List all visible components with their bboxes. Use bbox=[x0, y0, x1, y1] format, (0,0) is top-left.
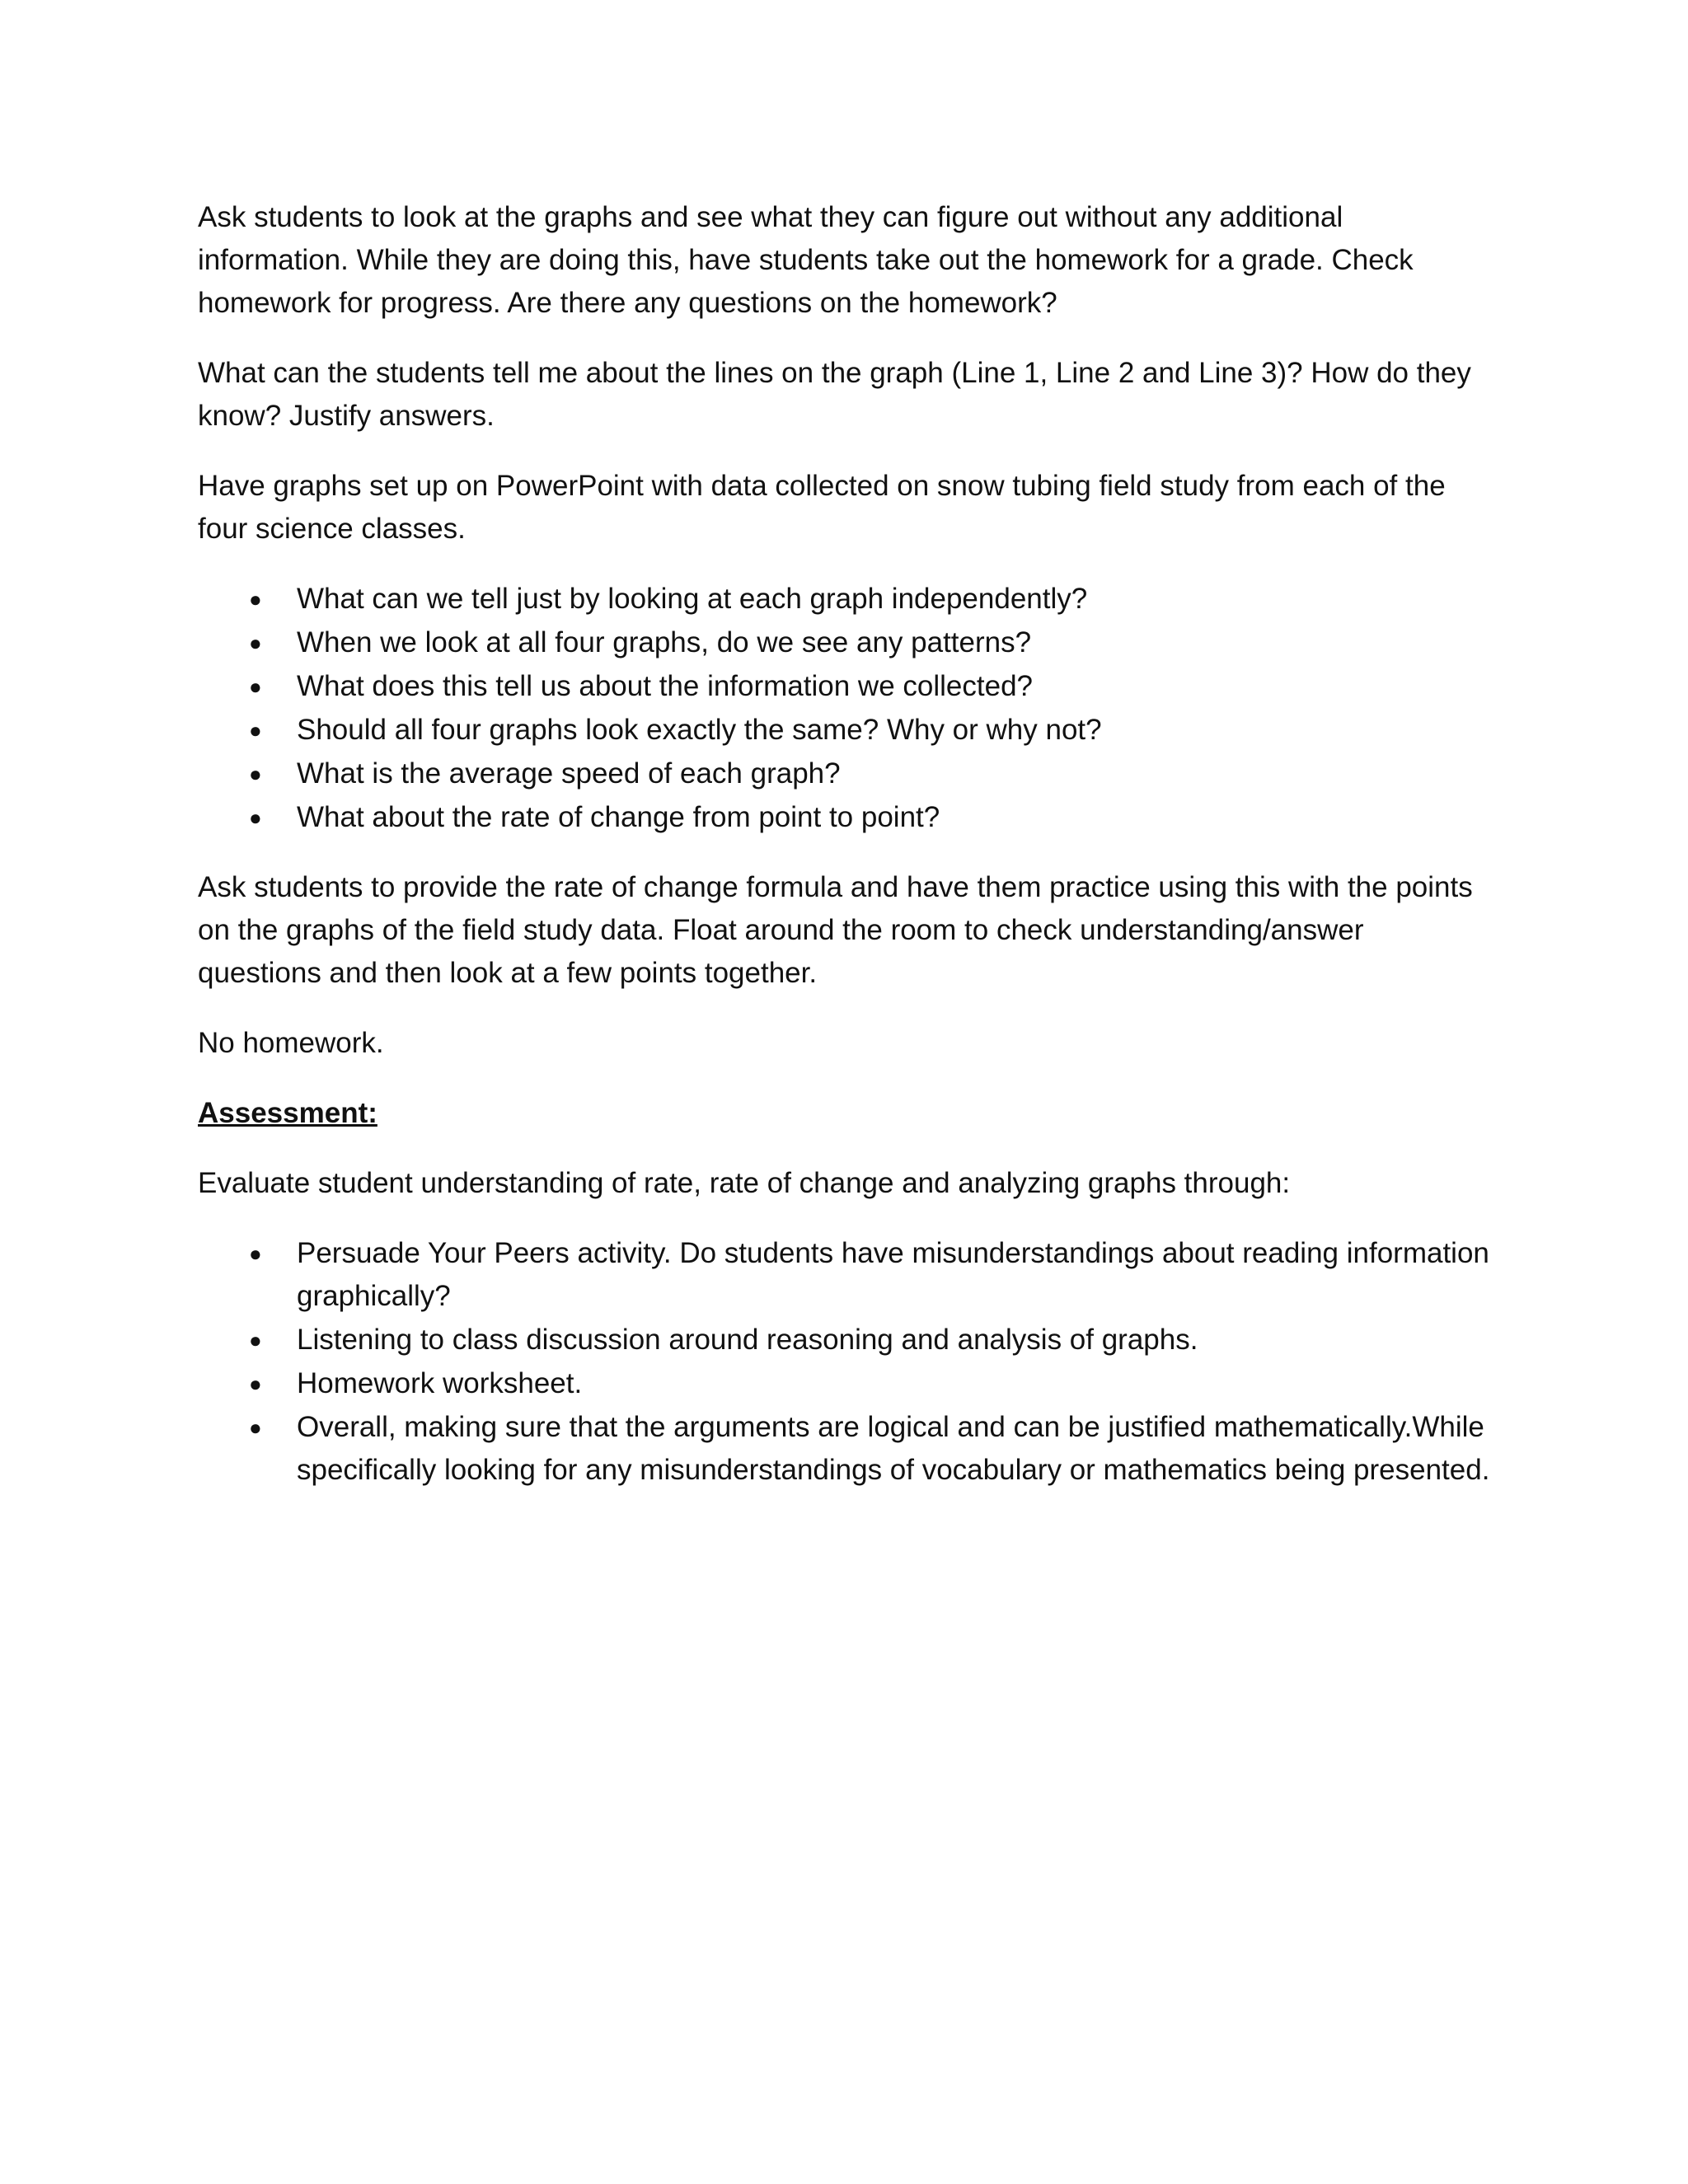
bullet-icon: ● bbox=[249, 1371, 262, 1396]
list-item bbox=[198, 796, 1492, 839]
list-item-text: Persuade Your Peers activity. Do students have misunderstandings about reading information graphically? bbox=[297, 1237, 1489, 1312]
list-item-text: What is the average speed of each graph? bbox=[297, 757, 841, 790]
bullet-icon: ● bbox=[249, 674, 262, 699]
assessment-heading: Assessment: bbox=[198, 1097, 377, 1129]
list-item-text: What does this tell us about the information we collected? bbox=[297, 670, 1033, 702]
paragraph-powerpoint-graphs: Have graphs set up on PowerPoint with data collected on snow tubing field study from each of the four science classes. bbox=[198, 470, 1446, 545]
list-item bbox=[198, 621, 1492, 664]
list-item bbox=[198, 665, 1492, 708]
list-item-text: What about the rate of change from point to point? bbox=[297, 801, 940, 833]
list-item-text: Overall, making sure that the arguments are logical and can be justified mathematically.While specifically looking for any misunderstandings of vocabulary or mathematics being presented. bbox=[297, 1411, 1490, 1486]
bullet-icon: ● bbox=[249, 718, 262, 743]
list-item bbox=[198, 752, 1492, 795]
list-item-text: When we look at all four graphs, do we see any patterns? bbox=[297, 626, 1032, 658]
bullet-icon: ● bbox=[249, 805, 262, 830]
document-body bbox=[198, 196, 1492, 1519]
paragraph-graph-exploration: Ask students to look at the graphs and see what they can figure out without any additional information. While they are doing this, have students take out the homework for a grade. Check homework for progress. Are there any questions on the homework? bbox=[198, 201, 1414, 319]
list-item-text: Should all four graphs look exactly the same? Why or why not? bbox=[297, 714, 1102, 746]
list-item bbox=[198, 1406, 1492, 1492]
list-item-text: Homework worksheet. bbox=[297, 1367, 583, 1399]
assessment-list bbox=[198, 1232, 1492, 1492]
paragraph-no-homework: No homework. bbox=[198, 1027, 384, 1059]
bullet-icon: ● bbox=[249, 1241, 262, 1266]
list-item bbox=[198, 1319, 1492, 1361]
paragraph-lines-on-graph: What can the students tell me about the lines on the graph (Line 1, Line 2 and Line 3)? How do they know? Justify answers. bbox=[198, 357, 1471, 432]
bullet-icon: ● bbox=[249, 762, 262, 786]
paragraph-evaluate-understanding: Evaluate student understanding of rate, rate of change and analyzing graphs through: bbox=[198, 1167, 1291, 1199]
list-item-text: Listening to class discussion around reasoning and analysis of graphs. bbox=[297, 1324, 1198, 1356]
discussion-questions-list bbox=[198, 578, 1492, 839]
bullet-icon: ● bbox=[249, 1415, 262, 1440]
list-item-text: What can we tell just by looking at each graph independently? bbox=[297, 583, 1088, 615]
list-item bbox=[198, 709, 1492, 752]
paragraph-rate-of-change-practice: Ask students to provide the rate of change formula and have them practice using this with the points on the graphs of the field study data. Float around the room to check understanding/answer questions and then look at a few points together. bbox=[198, 871, 1473, 989]
bullet-icon: ● bbox=[249, 1328, 262, 1352]
bullet-icon: ● bbox=[249, 630, 262, 655]
list-item bbox=[198, 1232, 1492, 1318]
list-item bbox=[198, 1362, 1492, 1405]
bullet-icon: ● bbox=[249, 587, 262, 612]
list-item bbox=[198, 578, 1492, 621]
